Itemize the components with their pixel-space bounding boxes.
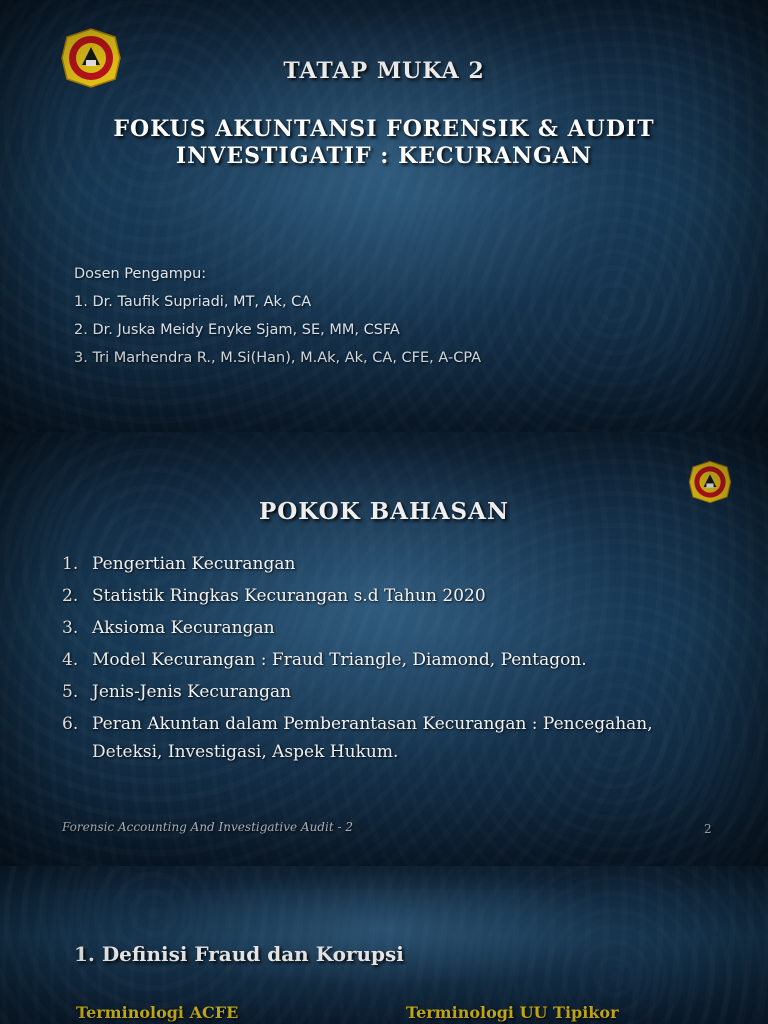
topic-text: Statistik Ringkas Kecurangan s.d Tahun 2020 [92,586,486,606]
topic-number: 5. [62,682,79,702]
topic-item [62,582,702,610]
topic-item [62,710,702,766]
topic-item [62,550,702,578]
slide-1-subtitle-line-2: INVESTIGATIF : KECURANGAN [175,143,593,169]
slide-2 [0,432,768,866]
slide-1 [0,0,768,432]
topic-list [62,550,702,770]
lecturer-item: 1. Dr. Taufik Supriadi, MT, Ak, CA [74,294,312,310]
slide-3 [0,866,768,1024]
slide-1-title: TATAP MUKA 2 [283,58,485,84]
slide-2-title: POKOK BAHASAN [258,498,510,525]
topic-number: 4. [62,650,79,670]
slide-3-title: 1. Definisi Fraud dan Korupsi [74,942,404,966]
topic-item [62,678,702,706]
topic-text: Aksioma Kecurangan [92,618,275,638]
lecturer-item: 3. Tri Marhendra R., M.Si(Han), M.Ak, Ak, CA, CFE, A-CPA [74,350,482,366]
topic-number: 3. [62,618,79,638]
topic-text: Model Kecurangan : Fraud Triangle, Diamond, Pentagon. [92,650,587,670]
lecturer-item: 2. Dr. Juska Meidy Enyke Sjam, SE, MM, CSFA [74,322,400,338]
topic-number: 6. [62,714,79,734]
slide-1-subtitle-line-1: FOKUS AKUNTANSI FORENSIK & AUDIT [113,116,655,142]
topic-text: Jenis-Jenis Kecurangan [92,682,292,702]
topic-number: 1. [62,554,79,574]
page-number: 2 [704,822,712,836]
slide-footer: Forensic Accounting And Investigative Audit - 2 [62,820,353,834]
topic-item [62,614,702,642]
lecturer-heading: Dosen Pengampu: [74,266,207,282]
column-heading-uu-tipikor: Terminologi UU Tipikor [406,1003,619,1022]
topic-item [62,646,702,674]
topic-text: Pengertian Kecurangan [92,554,296,574]
topic-text: Peran Akuntan dalam Pemberantasan Kecurangan : Pencegahan, Deteksi, Investigasi, Aspek Hukum. [92,714,653,762]
column-heading-acfe: Terminologi ACFE [76,1003,239,1022]
topic-number: 2. [62,586,79,606]
